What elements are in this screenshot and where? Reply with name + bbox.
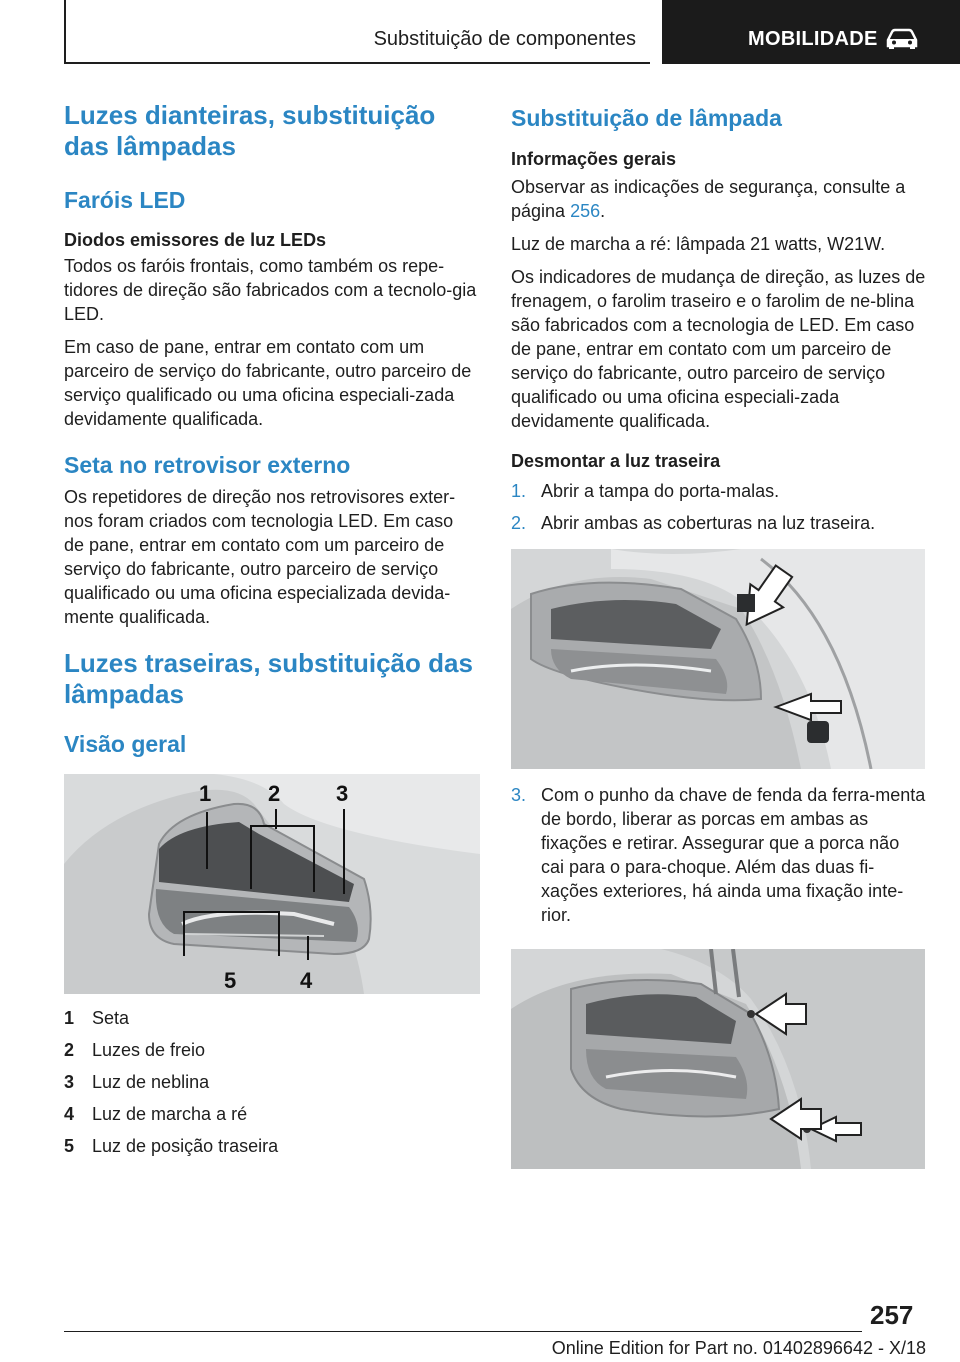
edition-footer: Online Edition for Part no. 01402896642 - X/18 (551, 1338, 926, 1358)
paragraph-reverse-bulb: Luz de marcha a ré: lâmpada 21 watts, W21W. (511, 234, 886, 254)
legend-list (64, 1002, 478, 1162)
legend-number: 3 (64, 1072, 75, 1092)
step-number: 2. (511, 513, 527, 533)
rear-light-overview-figure (64, 774, 480, 994)
chapter-tab[interactable] (662, 0, 960, 64)
paragraph-indicators: Os indicadores de mudança de direção, as luzes de frenagem, o farolim traseiro e o farolim de ne-blina são fabricados com a tecnologia de LED. Em caso de pane, entrar em contato com um parceiro de serviço do fabricante, outro parceiro de serviço qualificado ou uma oficina especiali-zada devidamente qualificada. (511, 267, 926, 431)
legend-item (64, 1066, 478, 1098)
right-column (511, 100, 927, 1169)
legend-number: 1 (64, 1008, 75, 1028)
heading-led-diodes: Diodos emissores de luz LEDs (64, 230, 327, 250)
page-reference-link[interactable]: 256 (570, 201, 601, 221)
step-text: Abrir ambas as coberturas na luz traseira. (541, 513, 876, 533)
legend-label: Seta (92, 1008, 130, 1028)
heading-led-headlights: Faróis LED (64, 187, 186, 213)
footer-rule (64, 1331, 862, 1332)
paragraph-safety (511, 175, 927, 223)
callout-5: 5 (224, 968, 237, 993)
header-rule-horizontal (64, 62, 650, 64)
step-item (511, 479, 927, 503)
paragraph-led-2: Em caso de pane, entrar em contato com um parceiro de serviço do fabricante, outro parceiro de serviço qualificado ou uma oficina especiali-zada devidamente qualificada. (64, 337, 472, 429)
rear-light-fixings-figure (511, 949, 925, 1169)
callout-1: 1 (199, 781, 212, 806)
legend-item (64, 1034, 478, 1066)
step-text: Abrir a tampa do porta-malas. (541, 481, 780, 501)
legend-item (64, 1002, 478, 1034)
step-number: 1. (511, 481, 527, 501)
rear-light-covers-figure (511, 549, 925, 769)
legend-label: Luzes de freio (92, 1040, 206, 1060)
legend-number: 4 (64, 1104, 75, 1124)
callout-2: 2 (268, 781, 281, 806)
heading-general-info: Informações gerais (511, 149, 677, 169)
paragraph-led-1: Todos os faróis frontais, como também os repe-tidores de direção são fabricados com a tecnolo-gia LED. (64, 256, 477, 324)
heading-front-lights: Luzes dianteiras, substituição das lâmpadas (64, 100, 436, 161)
step-text: Com o punho da chave de fenda da ferra-menta de bordo, liberar as porcas em ambas as fixações e retirar. Assegurar que a porca não cai para o para-choque. Além das duas fi-xações exteriores, há ainda uma fixação inte-rior. (541, 785, 926, 925)
paragraph-mirror: Os repetidores de direção nos retrovisores exter-nos foram criados com tecnologia LED. Em caso de pane, entrar em contato com um parceiro de serviço do fabricante, outro parceiro de serviço qualificado ou uma oficina especializada devida-mente qualificada. (64, 487, 456, 627)
step-number: 3. (511, 785, 527, 805)
legend-item (64, 1130, 478, 1162)
callout-3: 3 (336, 781, 349, 806)
legend-number: 5 (64, 1136, 75, 1156)
section-title: Substituição de componentes (373, 28, 636, 50)
step-item (511, 783, 927, 927)
heading-remove-rear-light: Desmontar a luz traseira (511, 451, 721, 471)
heading-mirror-indicator: Seta no retrovisor externo (64, 452, 351, 478)
safety-text-end: . (600, 201, 606, 221)
legend-label: Luz de neblina (92, 1072, 210, 1092)
car-icon (885, 28, 919, 50)
safety-text: Observar as indicações de segurança, consulte a página (511, 177, 906, 221)
callout-4: 4 (300, 968, 313, 993)
legend-number: 2 (64, 1040, 75, 1060)
heading-bulb-replacement: Substituição de lâmpada (511, 105, 782, 131)
heading-rear-lights: Luzes traseiras, substituição das lâmpadas (64, 648, 473, 709)
legend-label: Luz de posição traseira (92, 1136, 279, 1156)
legend-item (64, 1098, 478, 1130)
step-item (511, 511, 927, 535)
chapter-tab-label: MOBILIDADE (748, 28, 878, 50)
heading-overview: Visão geral (64, 731, 187, 757)
page-number: 257 (870, 1300, 914, 1330)
legend-label: Luz de marcha a ré (92, 1104, 248, 1124)
left-column (64, 100, 478, 1162)
